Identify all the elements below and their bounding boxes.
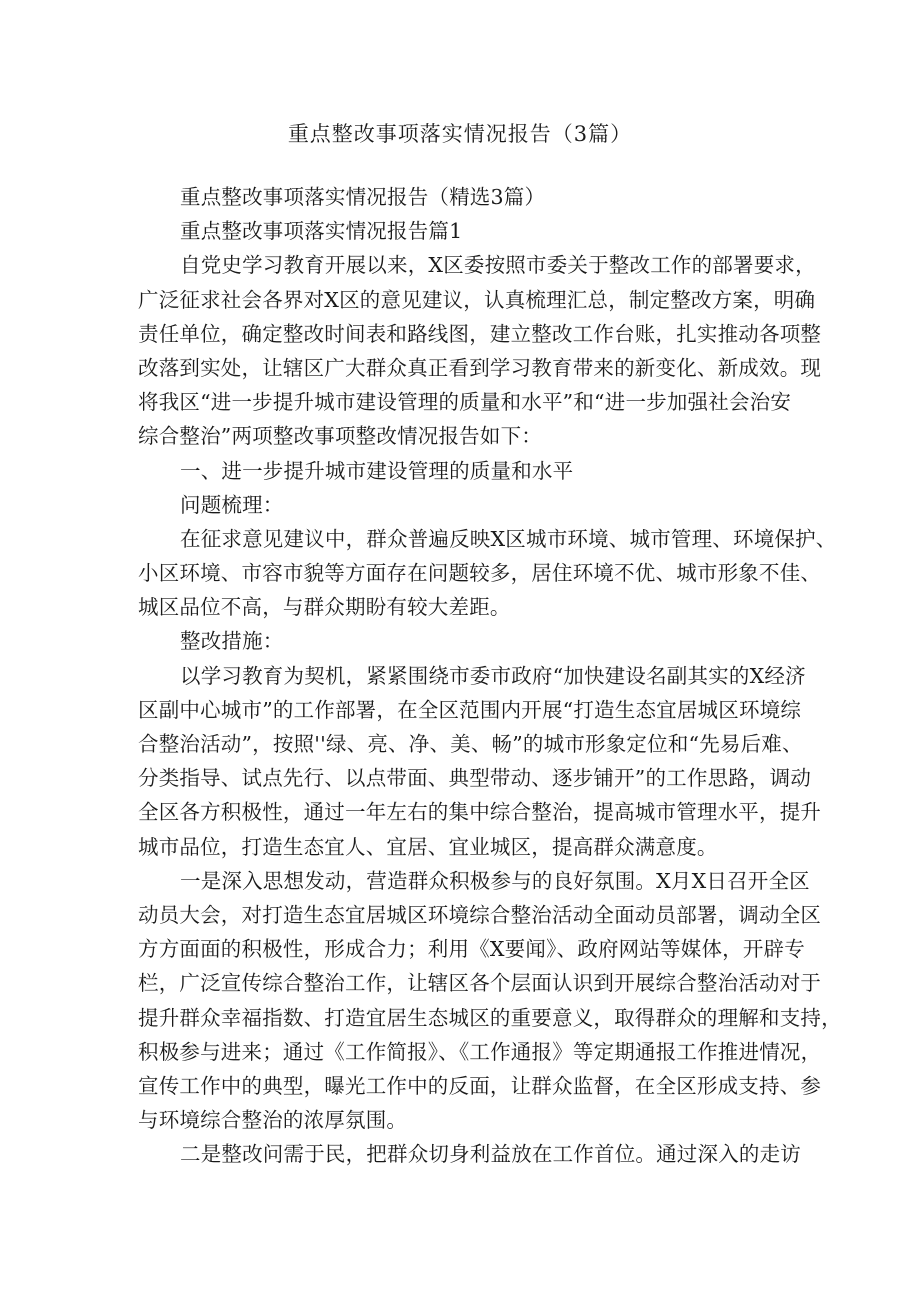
- text-line: 动员大会，对打造生态宜居城区环境综合整治活动全面动员部署，调动全区: [138, 902, 822, 927]
- document-title: 重点整改事项落实情况报告（3篇）: [287, 122, 633, 146]
- text-line: 在征求意见建议中，群众普遍反映X区城市环境、城市管理、环境保护、: [180, 526, 837, 551]
- text-line: 区副中心城市”的工作部署，在全区范围内开展“打造生态宜居城区环境综: [138, 697, 802, 722]
- text-line: 问题梳理：: [180, 492, 284, 517]
- text-line: 方方面面的积极性，形成合力；利用《X要闻》、政府网站等媒体，开辟专: [138, 937, 805, 962]
- text-line: 与环境综合整治的浓厚氛围。: [138, 1108, 408, 1133]
- text-line: 二是整改问需于民，把群众切身利益放在工作首位。通过深入的走访: [180, 1142, 801, 1167]
- document-body: [138, 180, 842, 1171]
- text-line: 广泛征求社会各界对X区的意见建议，认真梳理汇总，制定整改方案，明确: [138, 287, 816, 312]
- text-line: 城市品位，打造生态宜人、宜居、宜业城区，提高群众满意度。: [138, 834, 718, 859]
- text-line: 提升群众幸福指数、打造宜居生态城区的重要意义，取得群众的理解和支持，: [138, 1005, 842, 1030]
- text-line: 改落到实处，让辖区广大群众真正看到学习教育带来的新变化、新成效。现: [138, 355, 822, 380]
- text-line: 将我区“进一步提升城市建设管理的质量和水平”和“进一步加强社会治安: [138, 390, 792, 415]
- text-line: 重点整改事项落实情况报告篇1: [180, 219, 463, 244]
- text-line: 全区各方积极性，通过一年左右的集中综合整治，提高城市管理水平，提升: [138, 800, 822, 825]
- text-line: 重点整改事项落实情况报告（精选3篇）: [180, 185, 546, 209]
- text-line: 积极参与进来；通过《工作简报》、《工作通报》等定期通报工作推进情况，: [138, 1039, 822, 1064]
- text-line: 分类指导、试点先行、以点带面、典型带动、逐步铺开”的工作思路，调动: [138, 766, 812, 791]
- text-line: 一、进一步提升城市建设管理的质量和水平: [180, 458, 574, 483]
- text-line: 宣传工作中的典型，曝光工作中的反面，让群众监督，在全区形成支持、参: [138, 1073, 822, 1098]
- text-line: 自党史学习教育开展以来，X区委按照市委关于整改工作的部署要求，: [180, 253, 816, 278]
- text-line: 合整治活动”，按照''绿、亮、净、美、畅”的城市形象定位和“先易后难、: [138, 732, 803, 756]
- text-line: 小区环境、市容市貌等方面存在问题较多，居住环境不优、城市形象不佳、: [138, 561, 822, 586]
- text-line: 以学习教育为契机，紧紧围绕市委市政府“加快建设名副其实的X经济: [180, 663, 806, 688]
- text-line: 责任单位，确定整改时间表和路线图，建立整改工作台账，扎实推动各项整: [138, 321, 822, 346]
- text-line: 整改措施：: [180, 629, 284, 654]
- text-line: 综合整治”两项整改事项整改情况报告如下：: [138, 424, 542, 449]
- text-line: 城区品位不高，与群众期盼有较大差距。: [138, 595, 511, 620]
- text-line: 栏，广泛宣传综合整治工作，让辖区各个层面认识到开展综合整治活动对于: [138, 971, 822, 996]
- text-line: 一是深入思想发动，营造群众积极参与的良好氛围。X月X日召开全区: [180, 868, 810, 893]
